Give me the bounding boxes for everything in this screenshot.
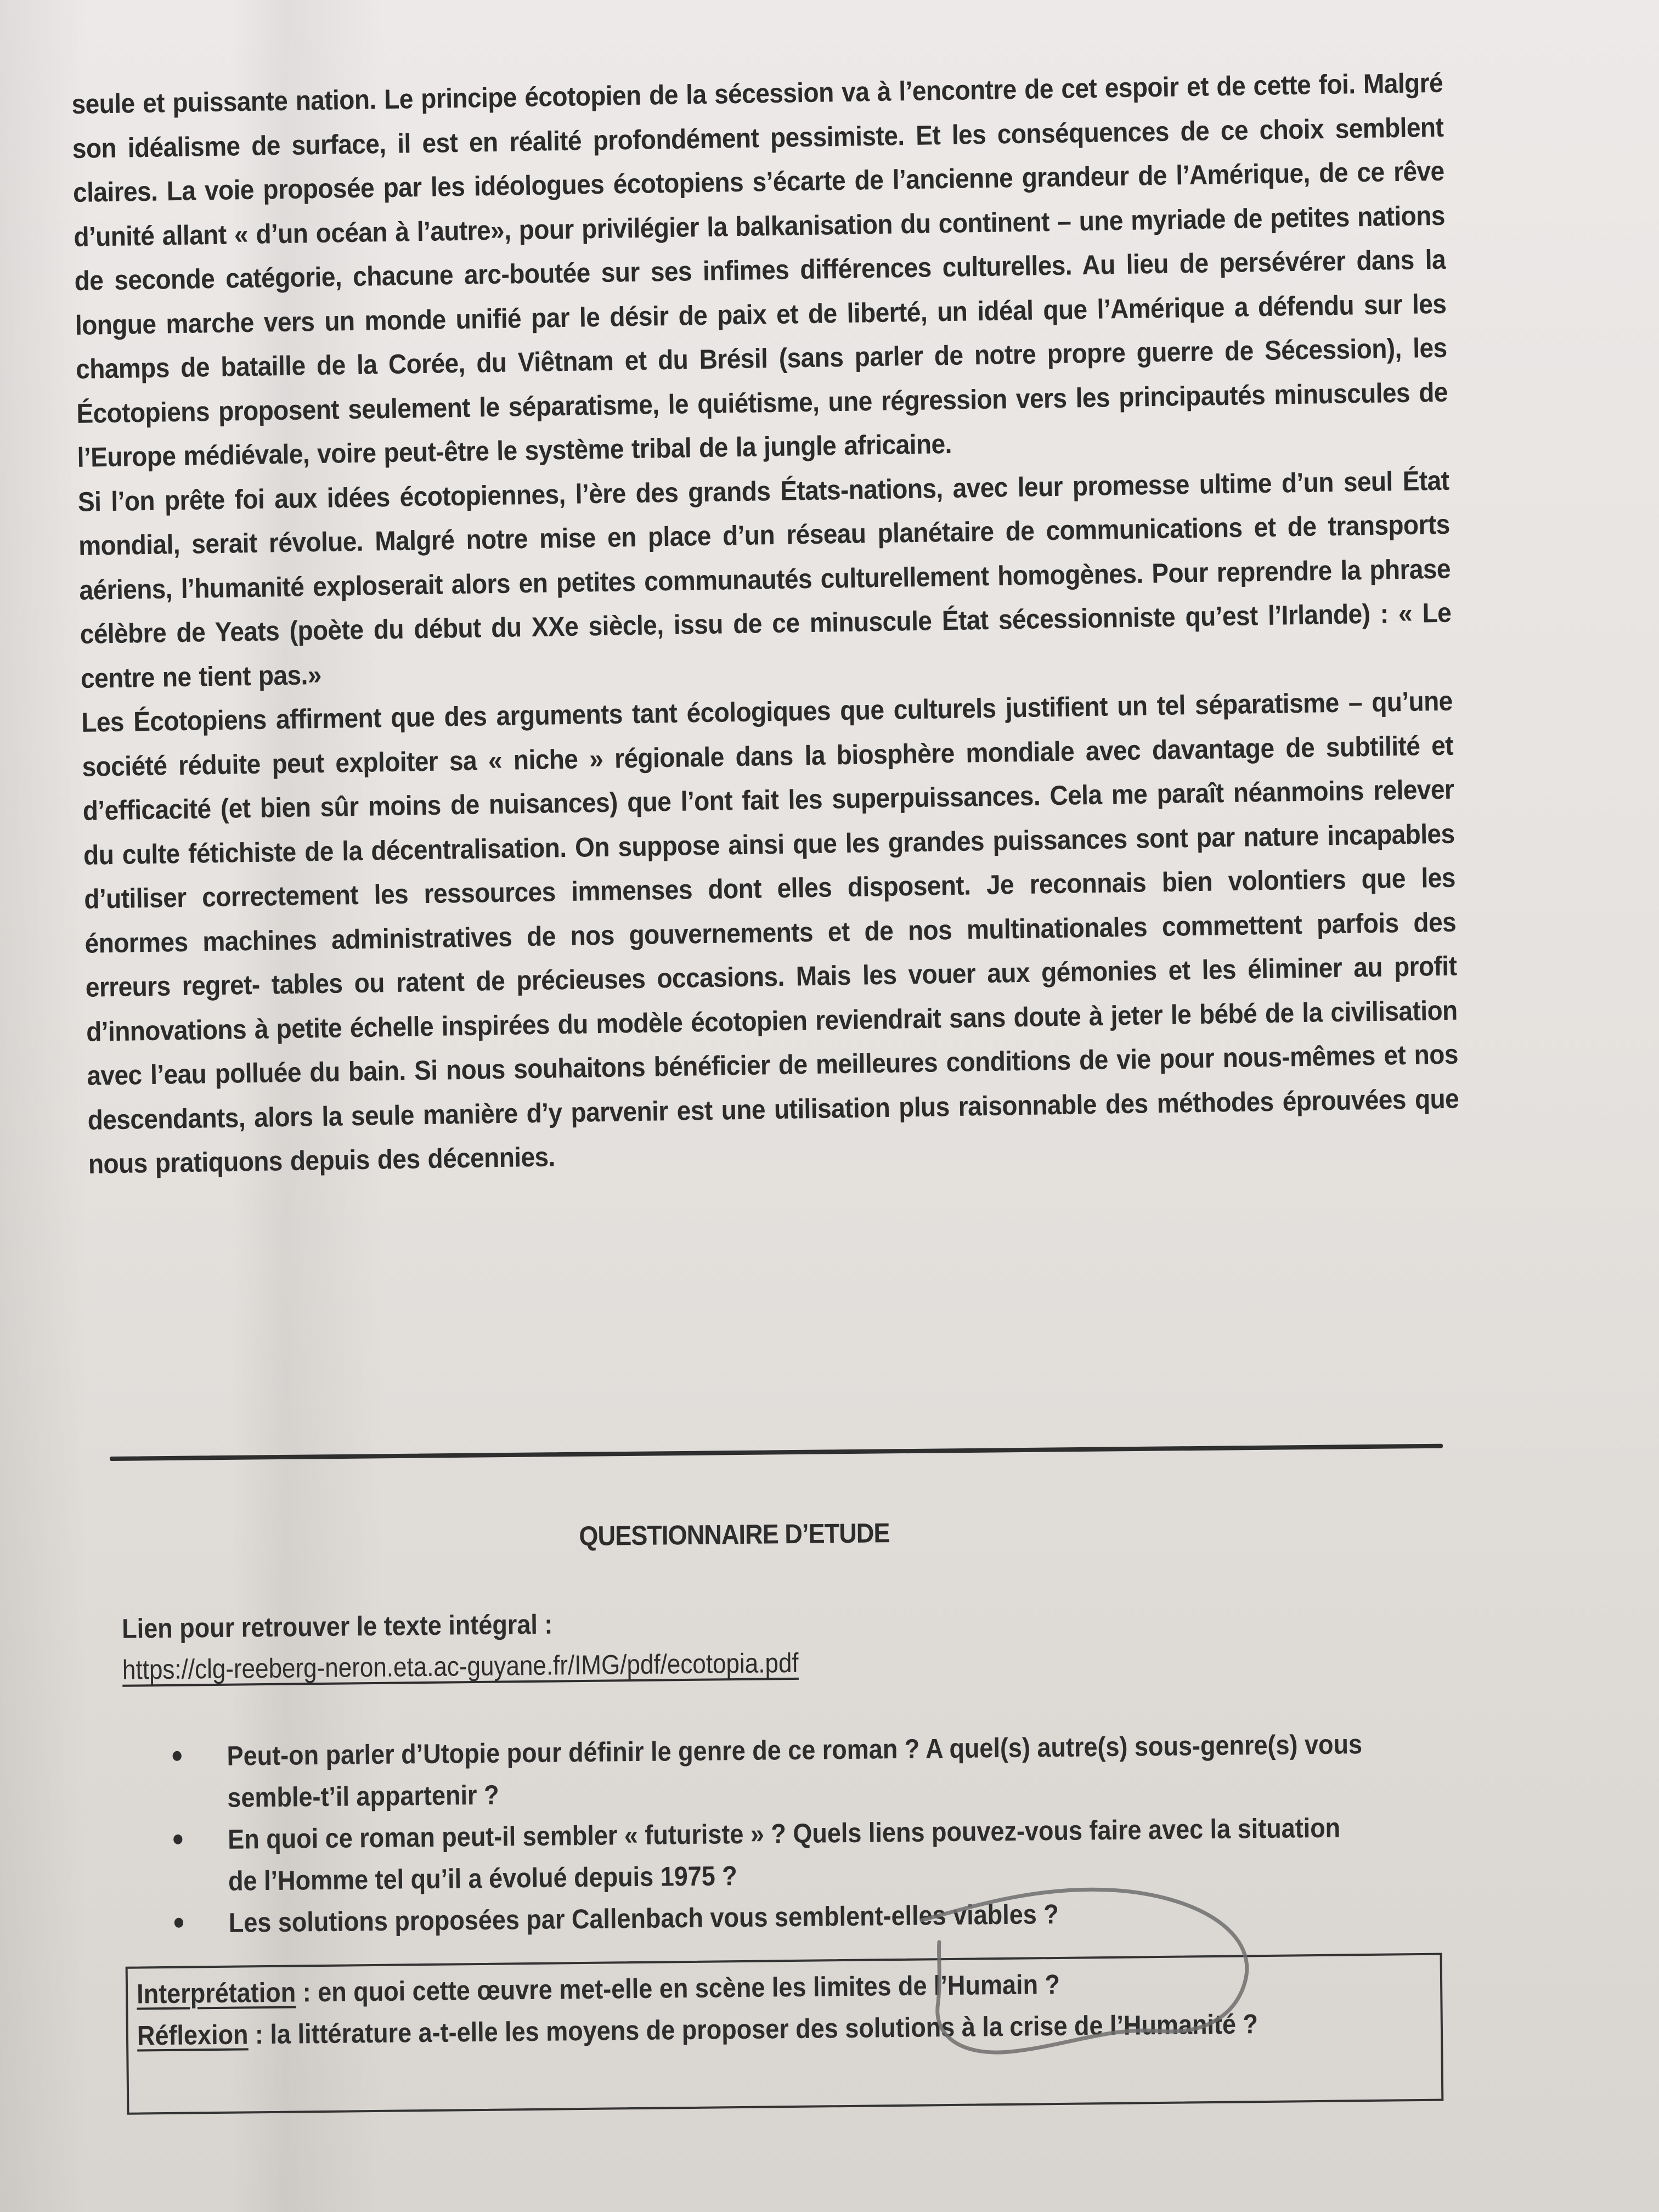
paragraph: Les Écotopiens affirment que des arguments tant écologiques que culturels justifient un tel séparatisme – qu’une société réduite peut exploiter sa « niche » régionale dans la biosphère mondiale avec davantage de subtilité et d’efficacité (et bien sûr moins de nuisances) que l’ont fait les superpuissances. Cela me paraît néanmoins relever du culte fétichiste de la décentralisation. On suppose ainsi que les grandes puissances sont par nature incapables d’utiliser correctement les ressources immenses dont elles disposent. Je reconnais bien volontiers que les énormes machines administratives de nos gouvernements et de nos multinationales commettent parfois des erreurs regret- tables ou ratent de précieuses occasions. Mais les vouer aux gémonies et les éliminer au profit d’innovations à petite échelle inspirées du modèle écotopien reviendrait sans doute à jeter le bébé de la civilisation avec l’eau polluée du bain. Si nous souhaitons bénéficier de meilleures conditions de vie pour nous-mêmes et nos descendants, alors la seule manière d’y parvenir est une utilisation plus raisonnable des méthodes éprouvées que nous pratiquons depuis des décennies.	[81, 685, 1459, 1180]
section-divider	[110, 1444, 1443, 1461]
reflexion-question: : la littérature a-t-elle les moyens de proposer des solutions à la crise de l’Humanité ?	[248, 2008, 1259, 2050]
questionnaire-section	[110, 1500, 1481, 2051]
question-item	[172, 1723, 1363, 1819]
article-body	[71, 61, 1460, 1187]
questionnaire-title: QUESTIONNAIRE D’ETUDE	[579, 1517, 890, 1552]
question-item	[173, 1807, 1364, 1903]
question-text: Peut-on parler d’Utopie pour définir le genre de ce roman ? A quel(s) autre(s) sous-genre(s) vous semble-t’il appartenir ?	[227, 1729, 1363, 1813]
paragraph: seule et puissante nation. Le principe écotopien de la sécession va à l’encontre de cet espoir et de cette foi. Malgré son idéalisme de surface, il est en réalité profondément pessimiste. Et les conséquences de ce choix semblent claires. La voie proposée par les idéologues écotopiens s’écarte de l’ancienne grandeur de l’Amérique, de ce rêve d’unité allant « d’un océan à l’autre», pour privilégier la balkanisation du continent – une myriade de petites nations de seconde catégorie, chacune arc-boutée sur ses infimes différences culturelles. Au lieu de persévérer dans la longue marche vers un monde unifié par le désir de paix et de liberté, un idéal que l’Amérique a défendu sur les champs de bataille de la Corée, du Viêtnam et du Brésil (sans parler de notre propre guerre de Sécession), les Écotopiens proposent seulement le séparatisme, le quiétisme, une régression vers les principautés minuscules de l’Europe médiévale, voire peut-être le système tribal de la jungle africaine.	[71, 67, 1448, 473]
interpretation-box	[126, 1953, 1444, 2115]
box-text	[137, 1960, 1426, 2057]
question-text: En quoi ce roman peut-il sembler « futuriste » ? Quels liens pouvez-vous faire avec la situation de l’Homme tel qu’il a évolué depuis 1975 ?	[227, 1812, 1341, 1897]
link-label: Lien pour retrouver le texte intégral :	[121, 1609, 553, 1644]
full-text-link[interactable]: https://clg-reeberg-neron.eta.ac-guyane.fr/IMG/pdf/ecotopia.pdf	[122, 1647, 799, 1685]
question-list	[172, 1723, 1370, 1944]
interpretation-label: Interprétation	[136, 1977, 296, 2010]
reflexion-label: Réflexion	[137, 2019, 249, 2051]
question-text: Les solutions proposées par Callenbach vous semblent-elles viables ?	[228, 1898, 1059, 1938]
article-text	[71, 61, 1460, 1187]
interpretation-question: : en quoi cette œuvre met-elle en scène les limites de l’Humain ?	[295, 1968, 1060, 2008]
paragraph: Si l’on prête foi aux idées écotopiennes, l’ère des grands États-nations, avec leur promesse ultime d’un seul État mondial, serait révolue. Malgré notre mise en place d’un réseau planétaire de communications et de transports aériens, l’humanité exploserait alors en petites communautés culturellement homogènes. Pour reprendre la phrase célèbre de Yeats (poète du début du XXe siècle, issu de ce minuscule État sécessionniste qu’est l’Irlande) : « Le centre ne tient pas.»	[77, 465, 1452, 694]
bullet-icon	[173, 1835, 182, 1844]
bullet-icon	[174, 1918, 183, 1928]
bullet-icon	[173, 1751, 182, 1761]
